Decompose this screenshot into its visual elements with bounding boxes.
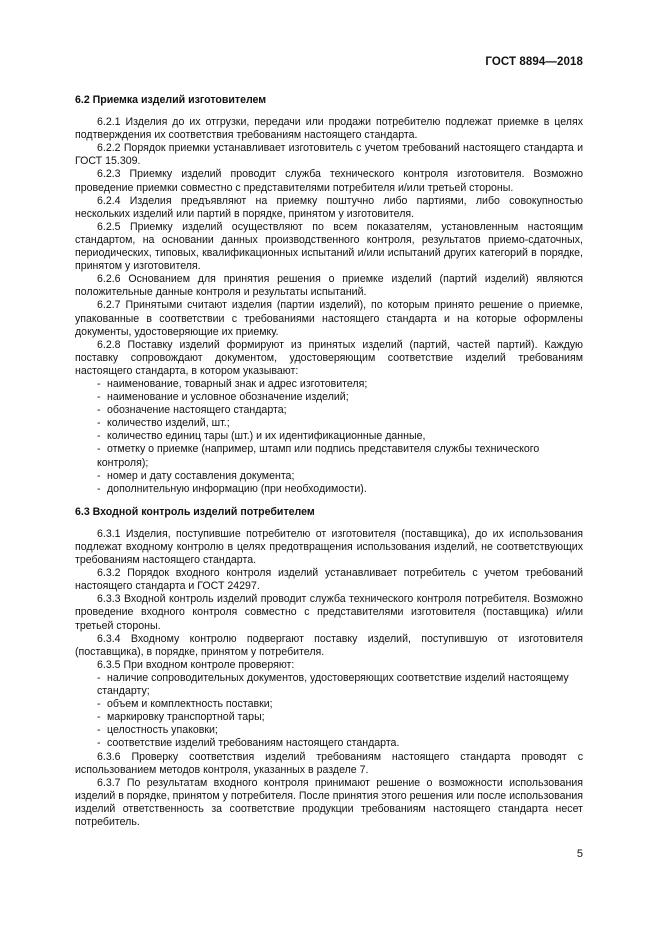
paragraph-6-2-5: 6.2.5 Приемку изделий осуществляют по всем показателям, установленным настоящим стандартом, на основании данных производственного контроля, результатов приемо-сдаточных, периодических, типовых, квалификационных испытаний и/или испытаний других категорий в порядке, принятом у изготовителя. (75, 220, 583, 273)
document-code: ГОСТ 8894—2018 (485, 56, 583, 68)
page-number: 5 (576, 848, 583, 860)
paragraph-6-2-3: 6.2.3 Приемку изделий проводит служба технического контроля изготовителя. Возможно проведение приемки совместно с представителями потребителя и/или третьей стороны. (75, 168, 583, 194)
paragraph-6-3-3: 6.3.3 Входной контроль изделий проводит служба технического контроля потребителя. Возможно проведение входного контроля совместно с представителями изготовителя (поставщика) и/или третьей стороны. (75, 593, 583, 632)
section-6-2-title: 6.2 Приемка изделий изготовителем (75, 94, 267, 106)
list-item: - наименование и условное обозначение изделий; (97, 391, 349, 404)
paragraph-6-3-2: 6.3.2 Порядок входного контроля изделий устанавливает потребитель с учетом требований настоящего стандарта и ГОСТ 24297. (75, 567, 583, 593)
paragraph-6-2-7: 6.2.7 Принятыми считают изделия (партии изделий), по которым принято решение о приемке, упакованные в соответствии с требованиями настоящего стандарта и на которые оформлены документы, удостоверяющие их приемку. (75, 299, 583, 338)
paragraph-6-3-5: 6.3.5 При входном контроле проверяют: (97, 658, 295, 671)
delivery-document-list (75, 378, 583, 496)
list-item: - маркировку транспортной тары; (97, 711, 265, 724)
paragraph-6-2-4: 6.2.4 Изделия предъявляют на приемку поштучно либо партиями, либо совокупностью нескольких изделий или партий в порядке, принятом у изготовителя. (75, 194, 583, 220)
paragraph-6-2-1: 6.2.1 Изделия до их отгрузки, передачи или продажи потребителю подлежат приемке в целях подтверждения их соответствия требованиям настоящего стандарта. (75, 116, 583, 142)
list-item: - целостность упаковки; (97, 724, 218, 737)
paragraph-6-3-1: 6.3.1 Изделия, поступившие потребителю от изготовителя (поставщика), до их использования подлежат входному контролю в целях предотвращения использования изделий, не соответствующих требованиям настоящего стандарта. (75, 527, 583, 567)
list-item: - номер и дату составления документа; (97, 469, 295, 482)
section-6-3-title: 6.3 Входной контроль изделий потребителем (75, 505, 315, 518)
list-item: - дополнительную информацию (при необходимости). (97, 482, 367, 495)
document-body (75, 94, 583, 829)
list-item: - наличие сопроводительных документов, удостоверяющих соответствие изделий настоящему стандарту; (97, 671, 569, 698)
paragraph-6-3-6: 6.3.6 Проверку соответствия изделий требованиям настоящего стандарта проводят с использованием методов контроля, указанных в разделе 7. (75, 750, 583, 776)
paragraph-6-3-7: 6.3.7 По результатам входного контроля принимают решение о возможности использования изделий в порядке, принятом у потребителя. После принятия этого решения или после использования изделий ответственность за соответствие продукции требованиям настоящего стандарта несет потребитель. (75, 776, 583, 828)
paragraph-6-3-4: 6.3.4 Входному контролю подвергают поставку изделий, поступившую от изготовителя (поставщика), в порядке, принятом у потребителя. (75, 632, 583, 658)
paragraph-6-2-6: 6.2.6 Основанием для принятия решения о приемке изделий (партий изделий) являются положительные данные контроля и результаты испытаний. (75, 273, 583, 299)
list-item: - объем и комплектность поставки; (97, 698, 273, 711)
list-item: - количество изделий, шт.; (97, 417, 230, 430)
paragraph-6-2-8: 6.2.8 Поставку изделий формируют из принятых изделий (партий, частей партий). Каждую поставку сопровождают документом, удостоверяющим соответствие изделий требованиям настоящего стандарта, в котором указывают: (75, 338, 583, 377)
list-item: - количество единиц тары (шт.) и их идентификационные данные, (97, 430, 426, 443)
list-item: - отметку о приемке (например, штамп или подпись представителя службы технического контроля); (97, 443, 540, 469)
list-item: - обозначение настоящего стандарта; (97, 404, 287, 417)
paragraph-6-2-2: 6.2.2 Порядок приемки устанавливает изготовитель с учетом требований настоящего стандарта и ГОСТ 15.309. (75, 142, 583, 168)
list-item: - наименование, товарный знак и адрес изготовителя; (97, 377, 368, 390)
incoming-check-list (75, 672, 583, 751)
list-item: - соответствие изделий требованиям настоящего стандарта. (97, 737, 400, 750)
